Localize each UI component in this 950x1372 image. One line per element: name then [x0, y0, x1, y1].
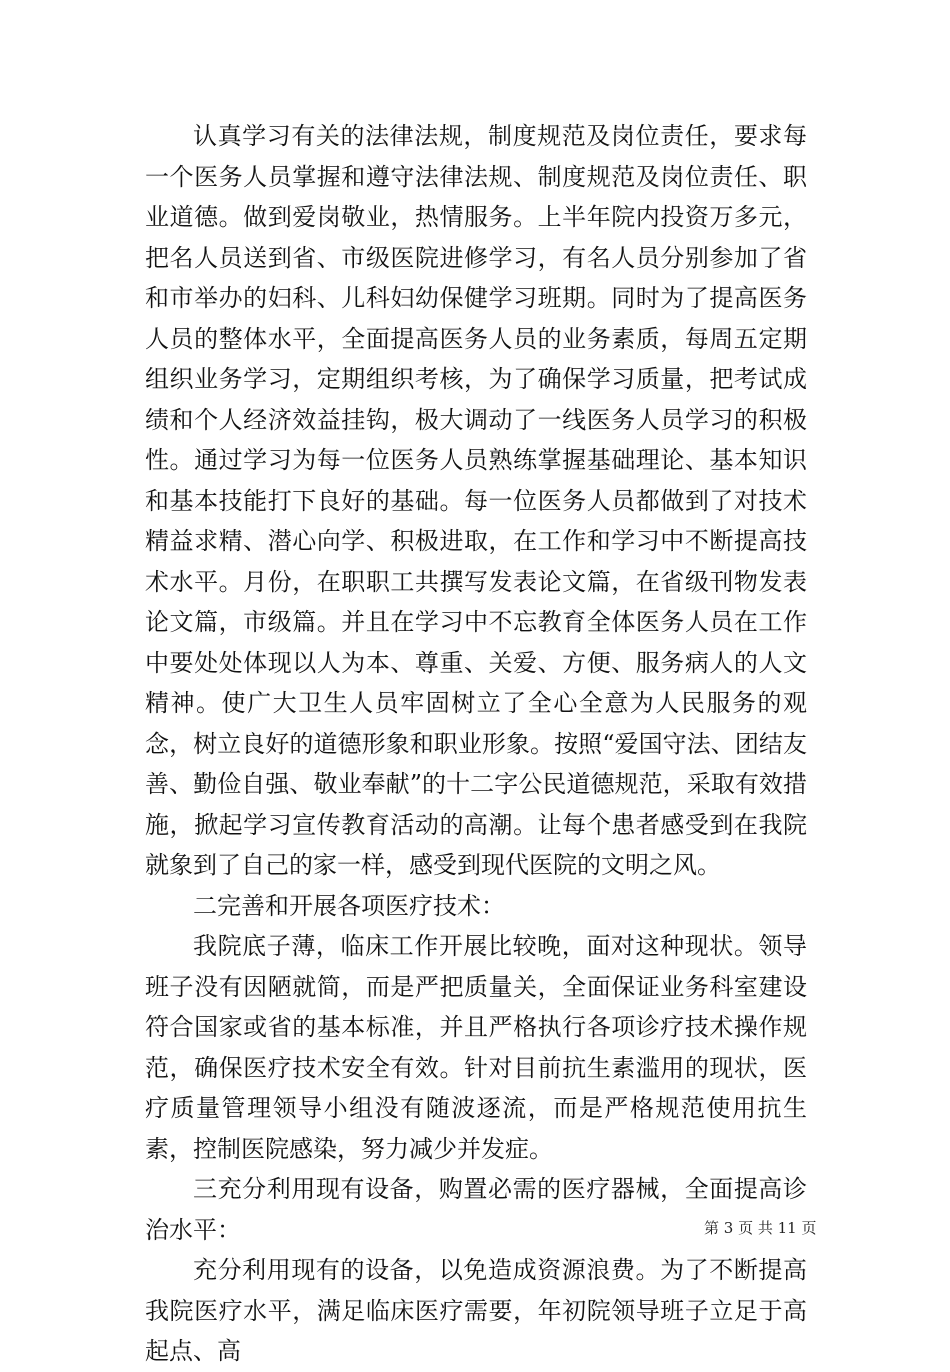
document-body	[145, 116, 807, 1372]
paragraph-equipment: 充分利用现有的设备，以免造成资源浪费。为了不断提高我院医疗水平，满足临床医疗需要，年初院领导班子立足于高起点、高	[145, 1256, 807, 1365]
section-heading-three: 三充分利用现有设备，购置必需的医疗器械，全面提高诊治水平：	[145, 1175, 807, 1244]
paragraph-technology: 我院底子薄，临床工作开展比较晚，面对这种现状。领导班子没有因陋就简，而是严把质量关，全面保证业务科室建设符合国家或省的基本标准，并且严格执行各项诊疗技术操作规范，确保医疗技术安全有效。针对目前抗生素滥用的现状，医疗质量管理领导小组没有随波逐流，而是严格规范使用抗生素，控制医院感染，努力减少并发症。	[145, 932, 807, 1163]
section-heading-two: 二完善和开展各项医疗技术：	[193, 891, 505, 920]
page-number-footer: 第 3 页 共 11 页	[704, 1219, 817, 1237]
paragraph-study: 认真学习有关的法律法规，制度规范及岗位责任，要求每一个医务人员掌握和遵守法律法规、制度规范及岗位责任、职业道德。做到爱岗敬业，热情服务。上半年院内投资万多元，把名人员送到省、市级医院进修学习，有名人员分别参加了省和市举办的妇科、儿科妇幼保健学习班期。同时为了提高医务人员的整体水平，全面提高医务人员的业务素质，每周五定期组织业务学习，定期组织考核，为了确保学习质量，把考试成绩和个人经济效益挂钩，极大调动了一线医务人员学习的积极性。通过学习为每一位医务人员熟练掌握基础理论、基本知识和基本技能打下良好的基础。每一位医务人员都做到了对技术精益求精、潜心向学、积极进取，在工作和学习中不断提高技术水平。月份，在职职工共撰写发表论文篇，在省级刊物发表论文篇，市级篇。并且在学习中不忘教育全体医务人员在工作中要处处体现以人为本、尊重、关爱、方便、服务病人的人文精神。使广大卫生人员牢固树立了全心全意为人民服务的观念，树立良好的道德形象和职业形象。按照“爱国守法、团结友善、勤俭自强、敬业奉献”的十二字公民道德规范，采取有效措施，掀起学习宣传教育活动的高潮。让每个患者感受到在我院就象到了自己的家一样，感受到现代医院的文明之风。	[145, 122, 807, 879]
